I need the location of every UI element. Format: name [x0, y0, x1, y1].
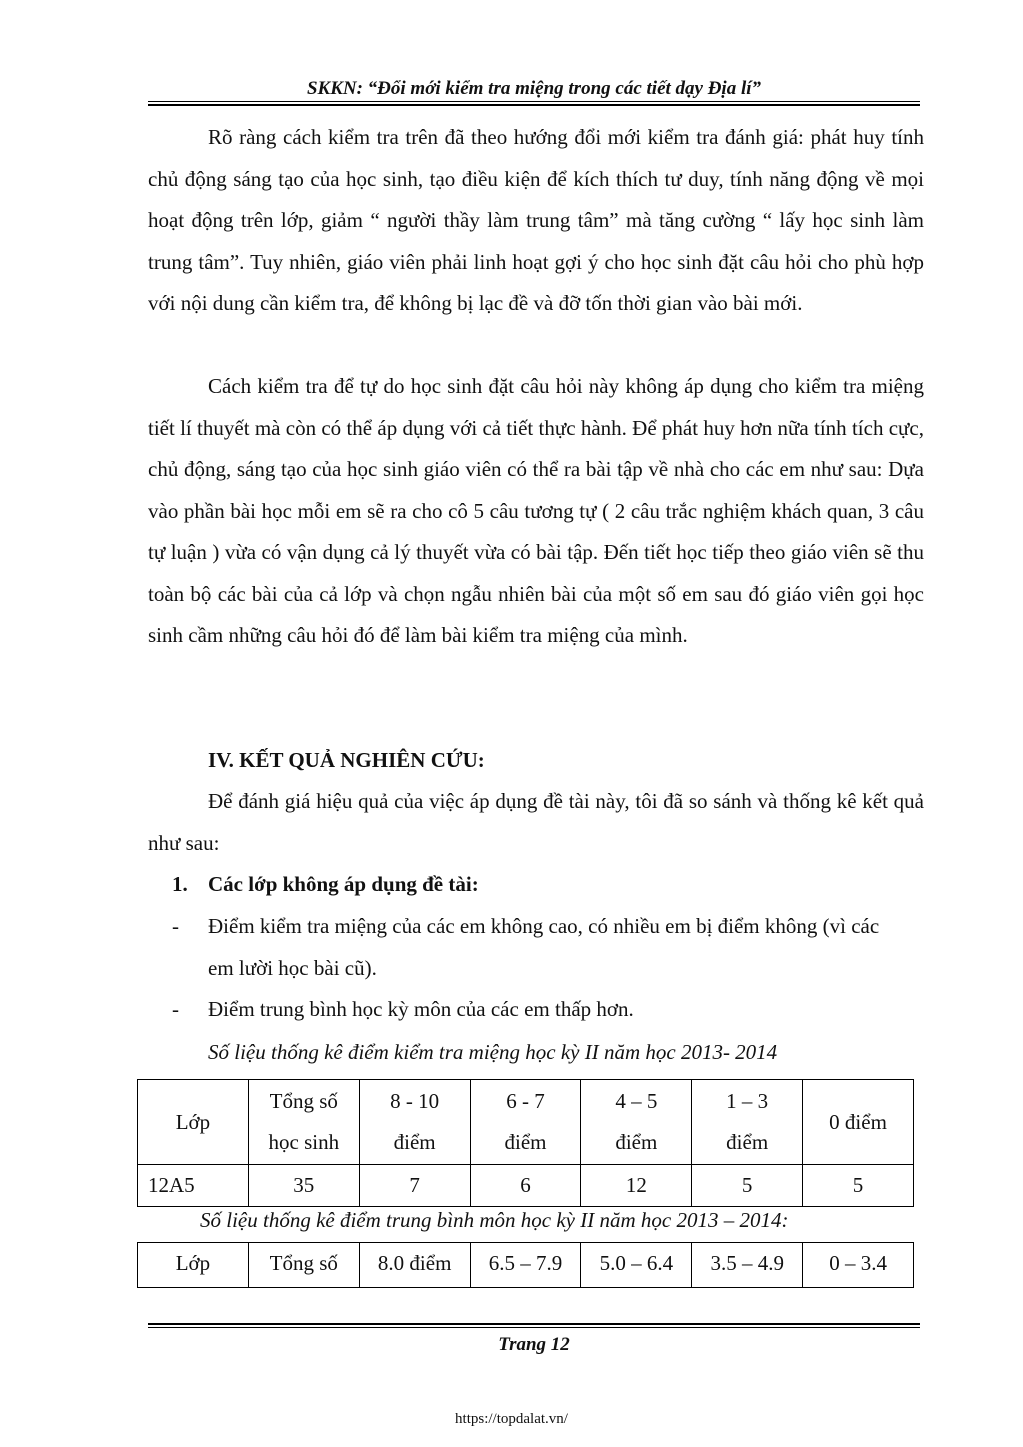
header-cell-total: Tổng số học sinh	[248, 1080, 359, 1165]
header-cell-1-3: 1 – 3 điểm	[692, 1080, 803, 1165]
subheading-text: Các lớp không áp dụng đề tài:	[208, 872, 479, 896]
header-cell-3-5-4-9: 3.5 – 4.9	[692, 1243, 803, 1288]
footer-double-rule	[148, 1323, 920, 1328]
oral-test-statistics-table	[137, 1079, 914, 1207]
subheading-number: 1.	[172, 872, 188, 896]
bullet-text: Điểm kiểm tra miệng của các em không cao, có nhiều em bị điểm không (vì các em lười học bài cũ).	[208, 914, 880, 980]
header-cell-8-10: 8 - 10 điểm	[359, 1080, 470, 1165]
table-header-row	[138, 1080, 914, 1165]
table-row	[138, 1165, 914, 1207]
bullet-item	[172, 989, 634, 1031]
table1-caption: Số liệu thống kê điểm kiểm tra miệng học kỳ II năm học 2013- 2014	[208, 1040, 778, 1064]
header-cell-6-5-7-9: 6.5 – 7.9	[470, 1243, 581, 1288]
header-cell-class: Lớp	[138, 1243, 249, 1288]
source-url: https://topdalat.vn/	[455, 1411, 568, 1427]
table-cell: 7	[359, 1165, 470, 1207]
header-cell-6-7: 6 - 7 điểm	[470, 1080, 581, 1165]
table-cell: 12	[581, 1165, 692, 1207]
page-number: Trang 12	[498, 1334, 570, 1355]
table-cell: 6	[470, 1165, 581, 1207]
section-heading: IV. KẾT QUẢ NGHIÊN CỨU:	[208, 748, 485, 772]
table-cell: 5	[803, 1165, 914, 1207]
table2-caption: Số liệu thống kê điểm trung bình môn học kỳ II năm học 2013 – 2014:	[200, 1208, 789, 1232]
header-cell-5-0-6-4: 5.0 – 6.4	[581, 1243, 692, 1288]
bullet-marker: -	[172, 914, 179, 938]
header-cell-class: Lớp	[138, 1080, 249, 1165]
header-double-rule	[148, 101, 920, 106]
table-cell: 5	[692, 1165, 803, 1207]
table-header-row	[138, 1243, 914, 1288]
bullet-text: Điểm trung bình học kỳ môn của các em thấp hơn.	[208, 997, 634, 1021]
paragraph-3: Để đánh giá hiệu quả của việc áp dụng đề tài này, tôi đã so sánh và thống kê kết quả như sau:	[148, 789, 924, 855]
paragraph-2: Cách kiểm tra để tự do học sinh đặt câu hỏi này không áp dụng cho kiểm tra miệng tiết lí thuyết mà còn có thể áp dụng với cả tiết thực hành. Để phát huy hơn nữa tính tích cực, chủ động, sáng tạo của học sinh giáo viên có thể ra bài tập về nhà cho các em như sau: Dựa vào phần bài học mỗi em sẽ ra cho cô 5 câu tương tự ( 2 câu trắc nghiệm khách quan, 3 câu tự luận ) vừa có vận dụng cả lý thuyết vừa có bài tập. Đến tiết học tiếp theo giáo viên sẽ thu toàn bộ các bài của cả lớp và chọn ngẫu nhiên bài của một số em sau đó giáo viên gọi học sinh cầm những câu hỏi đó để làm bài kiểm tra miệng của mình.	[148, 374, 924, 647]
header-cell-4-5: 4 – 5 điểm	[581, 1080, 692, 1165]
header-cell-8: 8.0 điểm	[359, 1243, 470, 1288]
average-score-statistics-table	[137, 1242, 914, 1288]
header-cell-0-3-4: 0 – 3.4	[803, 1243, 914, 1288]
table-cell: 12A5	[138, 1165, 249, 1207]
subheading-1	[172, 864, 479, 906]
header-cell-total: Tổng số	[248, 1243, 359, 1288]
table-cell: 35	[248, 1165, 359, 1207]
document-header-title: SKKN: “Đổi mới kiểm tra miệng trong các tiết dạy Địa lí”	[306, 78, 762, 99]
bullet-item	[172, 906, 880, 980]
header-cell-zero: 0 điểm	[803, 1080, 914, 1165]
paragraph-1: Rõ ràng cách kiểm tra trên đã theo hướng đổi mới kiểm tra đánh giá: phát huy tính chủ động sáng tạo của học sinh, tạo điều kiện để kích thích tư duy, tính năng động về mọi hoạt động trên lớp, giảm “ người thầy làm trung tâm” mà tăng cường “ lấy học sinh làm trung tâm”. Tuy nhiên, giáo viên phải linh hoạt gợi ý cho học sinh đặt câu hỏi cho phù hợp với nội dung cần kiểm tra, để không bị lạc đề và đỡ tốn thời gian vào bài mới.	[148, 125, 924, 315]
bullet-marker: -	[172, 997, 179, 1021]
